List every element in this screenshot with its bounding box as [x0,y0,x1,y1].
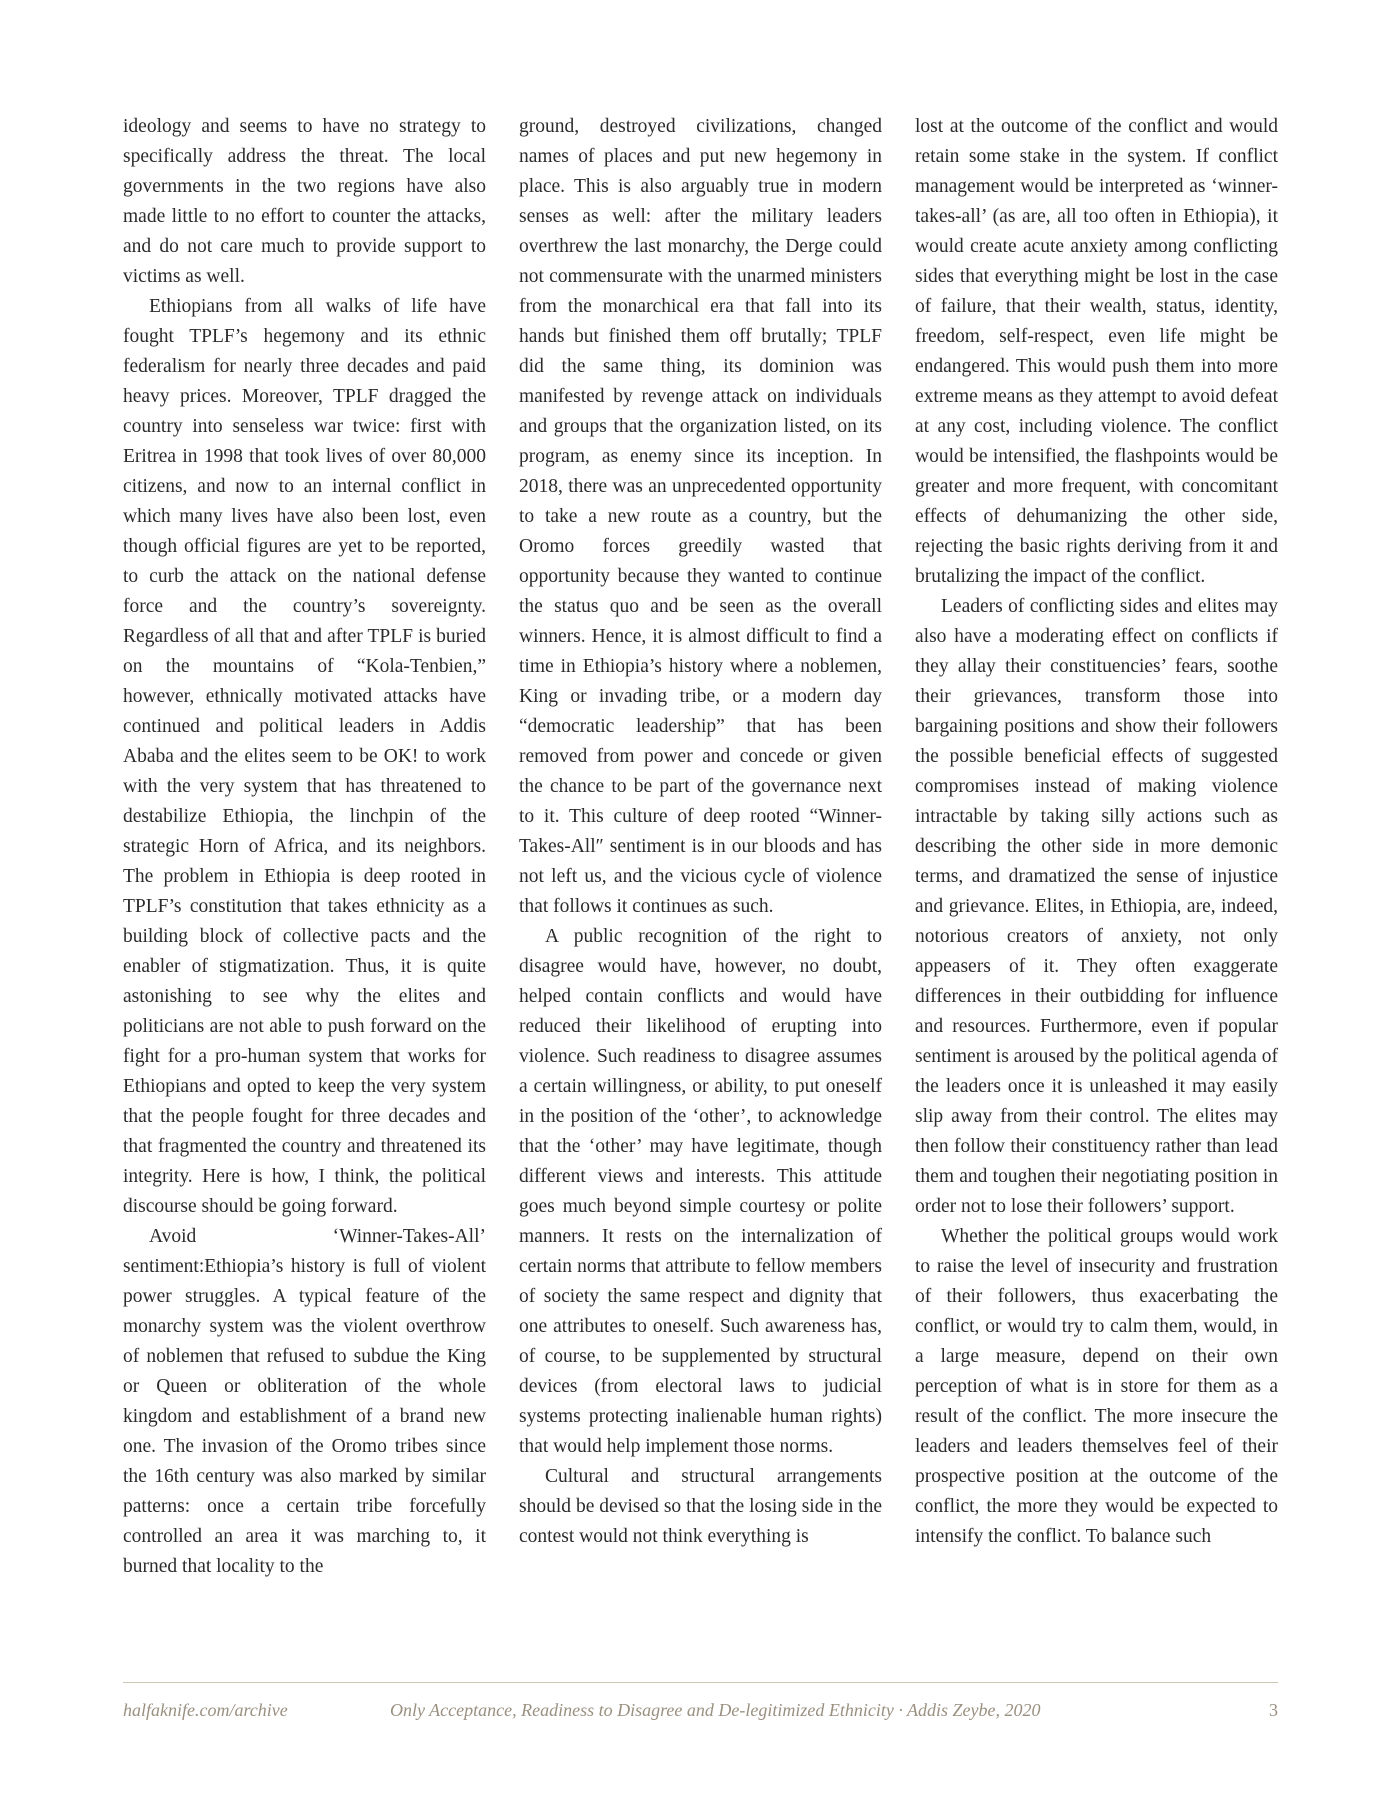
paragraph: A public recognition of the right to disagree would have, however, no doubt, helped contain conflicts and would have reduced their likelihood of erupting into violence. Such readiness to disagree assumes a certain willingness, or ability, to put oneself in the position of the ‘other’, to acknowledge that the ‘other’ may have legitimate, though different views and interests. This attitude goes much beyond simple courtesy or polite manners. It rests on the internalization of certain norms that attribute to fellow members of society the same respect and dignity that one attributes to oneself. Such awareness has, of course, to be supplemented by structural devices (from electoral laws to judicial systems protecting inalienable human rights) that would help implement those norms. [519,926,882,1457]
page-footer [123,1700,1278,1730]
footer-divider [123,1682,1278,1683]
paragraph: lost at the outcome of the conflict and would retain some stake in the system. If conflict management would be interpreted as ‘winner-takes-all’ (as are, all too often in Ethiopia), it would create acute anxiety among conflicting sides that everything might be lost in the case of failure, that their wealth, status, identity, freedom, self-respect, even life might be endangered. This would push them into more extreme means as they attempt to avoid defeat at any cost, including violence. The conflict would be intensified, the flashpoints would be greater and more frequent, with concomitant effects of dehumanizing the other side, rejecting the basic rights deriving from it and brutalizing the impact of the conflict. [915,116,1278,587]
text-column-3 [915,112,1278,1632]
article-body [123,112,1278,1632]
footer-site-link[interactable]: halfaknife.com/archive [123,1700,288,1720]
paragraph: Ethiopians from all walks of life have fought TPLF’s hegemony and its ethnic federalism for nearly three decades and paid heavy prices. Moreover, TPLF dragged the country into senseless war twice: first with Eritrea in 1998 that took lives of over 80,000 citizens, and now to an internal conflict in which many lives have also been lost, even though official figures are yet to be reported, to curb the attack on the national defense force and the country’s sovereignty. Regardless of all that and after TPLF is buried on the mountains of “Kola-Tenbien,” however, ethnically motivated attacks have continued and political leaders in Addis Ababa and the elites seem to be OK! to work with the very system that has threatened to destabilize Ethiopia, the linchpin of the strategic Horn of Africa, and its neighbors. The problem in Ethiopia is deep rooted in TPLF’s constitution that takes ethnicity as a building block of collective pacts and the enabler of stigmatization. Thus, it is quite astonishing to see why the elites and politicians are not able to push forward on the fight for a pro-human system that works for Ethiopians and opted to keep the very system that the people fought for three decades and that fragmented the country and threatened its integrity. Here is how, I think, the political discourse should be going forward. [123,296,486,1217]
paragraph: ideology and seems to have no strategy to specifically address the threat. The local governments in the two regions have also made little to no effort to counter the attacks, and do not care much to provide support to victims as well. [123,116,486,287]
text-column-1 [123,112,486,1632]
page-number: 3 [1269,1700,1278,1720]
paragraph: Avoid ‘Winner-Takes-All’ sentiment:Ethiopia’s history is full of violent power struggles. A typical feature of the monarchy system was the violent overthrow of noblemen that refused to subdue the King or Queen or obliteration of the whole kingdom and establishment of a brand new one. The invasion of the Oromo tribes since the 16th century was also marked by similar patterns: once a certain tribe forcefully controlled an area it was marching to, it burned that locality to the [123,1226,486,1577]
text-column-2 [519,112,882,1632]
paragraph: Leaders of conflicting sides and elites may also have a moderating effect on conflicts if they allay their constituencies’ fears, soothe their grievances, transform those into bargaining positions and show their followers the possible beneficial effects of suggested compromises instead of making violence intractable by taking silly actions such as describing the other side in more demonic terms, and dramatized the sense of injustice and grievance. Elites, in Ethiopia, are, indeed, notorious creators of anxiety, not only appeasers of it. They often exaggerate differences in their outbidding for influence and resources. Furthermore, even if popular sentiment is aroused by the political agenda of the leaders once it is unleashed it may easily slip away from their control. The elites may then follow their constituency rather than lead them and toughen their negotiating position in order not to lose their followers’ support. [915,596,1278,1217]
footer-article-title: Only Acceptance, Readiness to Disagree and De-legitimized Ethnicity · Addis Zeybe, 2020 [390,1700,1041,1720]
paragraph: Cultural and structural arrangements should be devised so that the losing side in the contest would not think everything is [519,1466,882,1547]
paragraph: ground, destroyed civilizations, changed names of places and put new hegemony in place. This is also arguably true in modern senses as well: after the military leaders overthrew the last monarchy, the Derge could not commensurate with the unarmed ministers from the monarchical era that fall into its hands but finished them off brutally; TPLF did the same thing, its dominion was manifested by revenge attack on individuals and groups that the organization listed, on its program, as enemy since its inception. In 2018, there was an unprecedented opportunity to take a new route as a country, but the Oromo forces greedily wasted that opportunity because they wanted to continue the status quo and be seen as the overall winners. Hence, it is almost difficult to find a time in Ethiopia’s history where a noblemen, King or invading tribe, or a modern day “democratic leadership” that has been removed from power and concede or given the chance to be part of the governance next to it. This culture of deep rooted “Winner-Takes-All″ sentiment is in our bloods and has not left us, and the vicious cycle of violence that follows it continues as such. [519,116,882,917]
paragraph: Whether the political groups would work to raise the level of insecurity and frustration of their followers, thus exacerbating the conflict, or would try to calm them, would, in a large measure, depend on their own perception of what is in store for them as a result of the conflict. The more insecure the leaders and leaders themselves feel of their prospective position at the outcome of the conflict, the more they would be expected to intensify the conflict. To balance such [915,1226,1278,1547]
